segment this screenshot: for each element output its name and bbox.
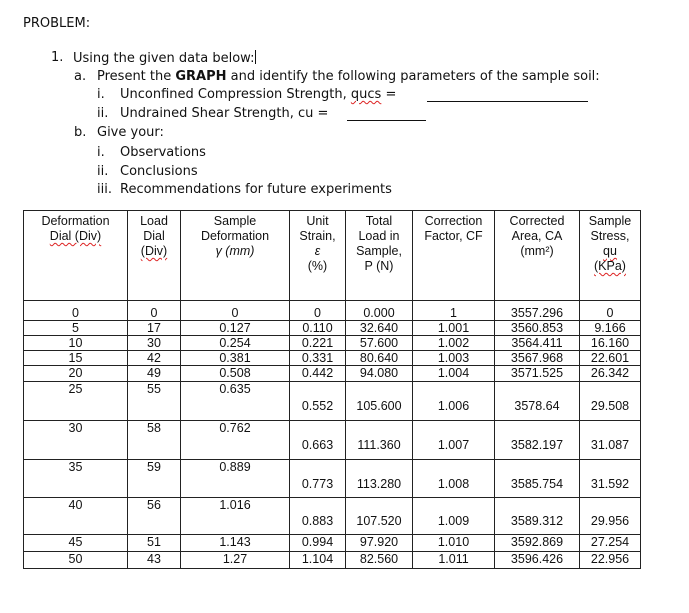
cell-sample-deformation: 1.27: [181, 552, 290, 569]
cell-unit-strain: 0.110: [290, 321, 346, 336]
cell-correction-factor: 1.011: [413, 552, 495, 569]
table-row: [24, 366, 641, 382]
cell-load-dial: 30: [128, 336, 181, 351]
item-bii-text: Conclusions: [120, 164, 198, 179]
item-1-text: [73, 50, 256, 67]
cell-deformation-dial: 5: [24, 321, 128, 336]
cell-unit-strain: 0.221: [290, 336, 346, 351]
cell-sample-stress: 29.508: [580, 382, 641, 421]
table-row: [24, 336, 641, 351]
table-row: [24, 382, 641, 421]
cell-corrected-area: 3557.296: [495, 301, 580, 321]
header-deformation-dial: Deformation Dial (Div): [24, 211, 128, 301]
answer-line-cu[interactable]: [347, 120, 426, 121]
cell-sample-deformation: 0.635: [181, 382, 290, 421]
cell-unit-strain: 0.883: [290, 498, 346, 535]
item-biii-text: Recommendations for future experiments: [120, 182, 392, 197]
item-a-bold: GRAPH: [175, 69, 227, 84]
cell-corrected-area: 3585.754: [495, 460, 580, 498]
cell-load-dial: 49: [128, 366, 181, 382]
item-ai-post: =: [381, 87, 397, 102]
cell-correction-factor: 1.002: [413, 336, 495, 351]
cell-unit-strain: 0: [290, 301, 346, 321]
cell-correction-factor: 1.008: [413, 460, 495, 498]
header-load-dial: Load Dial (Div): [128, 211, 181, 301]
cell-deformation-dial: 15: [24, 351, 128, 366]
table-row: [24, 535, 641, 552]
item-b-text: Give your:: [97, 125, 164, 140]
item-ai-label: i.: [97, 87, 105, 102]
table-row: [24, 552, 641, 569]
item-aii-label: ii.: [97, 106, 109, 121]
cell-corrected-area: 3589.312: [495, 498, 580, 535]
cell-sample-stress: 27.254: [580, 535, 641, 552]
cell-sample-stress: 29.956: [580, 498, 641, 535]
header-sample-deformation: Sample Deformation γ (mm): [181, 211, 290, 301]
item-a-text: [97, 69, 600, 85]
cell-load-dial: 17: [128, 321, 181, 336]
item-ai-pre: Unconfined Compression Strength,: [120, 87, 351, 102]
cell-unit-strain: 0.331: [290, 351, 346, 366]
cell-correction-factor: 1.007: [413, 421, 495, 460]
header-corrected-area: Corrected Area, CA (mm²): [495, 211, 580, 301]
cell-unit-strain: 0.442: [290, 366, 346, 382]
cell-load-dial: 0: [128, 301, 181, 321]
cell-deformation-dial: 30: [24, 421, 128, 460]
cell-total-load: 57.600: [346, 336, 413, 351]
cell-sample-deformation: 0.762: [181, 421, 290, 460]
cell-sample-stress: 0: [580, 301, 641, 321]
cell-load-dial: 59: [128, 460, 181, 498]
item-b-label: b.: [74, 125, 87, 140]
cell-sample-deformation: 0.254: [181, 336, 290, 351]
item-1-number: 1.: [51, 50, 64, 65]
cell-load-dial: 55: [128, 382, 181, 421]
cell-unit-strain: 1.104: [290, 552, 346, 569]
cell-deformation-dial: 0: [24, 301, 128, 321]
cell-load-dial: 43: [128, 552, 181, 569]
cell-sample-deformation: 0.127: [181, 321, 290, 336]
item-1-label: Using the given data below:: [73, 51, 255, 66]
cell-sample-deformation: 0.889: [181, 460, 290, 498]
data-table: [23, 210, 641, 569]
item-bi-text: Observations: [120, 145, 206, 160]
cell-corrected-area: 3571.525: [495, 366, 580, 382]
cell-total-load: 82.560: [346, 552, 413, 569]
cell-total-load: 94.080: [346, 366, 413, 382]
cell-corrected-area: 3592.869: [495, 535, 580, 552]
cell-unit-strain: 0.994: [290, 535, 346, 552]
table-row: [24, 351, 641, 366]
cell-correction-factor: 1: [413, 301, 495, 321]
cell-sample-deformation: 0: [181, 301, 290, 321]
item-biii-label: iii.: [97, 182, 112, 197]
cell-corrected-area: 3560.853: [495, 321, 580, 336]
cell-corrected-area: 3567.968: [495, 351, 580, 366]
cell-deformation-dial: 20: [24, 366, 128, 382]
table-header-row: [24, 211, 641, 301]
item-a-label: a.: [74, 69, 87, 84]
cell-corrected-area: 3582.197: [495, 421, 580, 460]
item-bii-label: ii.: [97, 164, 109, 179]
cell-unit-strain: 0.773: [290, 460, 346, 498]
header-unit-strain: Unit Strain, ε (%): [290, 211, 346, 301]
cell-deformation-dial: 10: [24, 336, 128, 351]
cell-deformation-dial: 45: [24, 535, 128, 552]
cell-sample-stress: 16.160: [580, 336, 641, 351]
cell-total-load: 105.600: [346, 382, 413, 421]
cell-deformation-dial: 40: [24, 498, 128, 535]
cell-sample-stress: 31.592: [580, 460, 641, 498]
cell-sample-deformation: 1.143: [181, 535, 290, 552]
cell-sample-stress: 9.166: [580, 321, 641, 336]
item-a-pre: Present the: [97, 69, 176, 84]
cell-corrected-area: 3578.64: [495, 382, 580, 421]
table-row: [24, 321, 641, 336]
cell-total-load: 32.640: [346, 321, 413, 336]
table-row: [24, 301, 641, 321]
cell-load-dial: 51: [128, 535, 181, 552]
item-bi-label: i.: [97, 145, 105, 160]
cell-sample-deformation: 0.508: [181, 366, 290, 382]
cell-sample-stress: 31.087: [580, 421, 641, 460]
cell-corrected-area: 3596.426: [495, 552, 580, 569]
cell-sample-deformation: 0.381: [181, 351, 290, 366]
header-total-load: Total Load in Sample, P (N): [346, 211, 413, 301]
cell-correction-factor: 1.006: [413, 382, 495, 421]
cell-total-load: 113.280: [346, 460, 413, 498]
cell-deformation-dial: 50: [24, 552, 128, 569]
cell-sample-stress: 22.601: [580, 351, 641, 366]
header-sample-stress: Sample Stress, qu (KPa): [580, 211, 641, 301]
cell-load-dial: 58: [128, 421, 181, 460]
cell-deformation-dial: 35: [24, 460, 128, 498]
cell-load-dial: 56: [128, 498, 181, 535]
cell-total-load: 111.360: [346, 421, 413, 460]
cell-unit-strain: 0.552: [290, 382, 346, 421]
answer-line-qucs[interactable]: [427, 101, 588, 102]
cell-load-dial: 42: [128, 351, 181, 366]
header-correction-factor: Correction Factor, CF: [413, 211, 495, 301]
cell-correction-factor: 1.010: [413, 535, 495, 552]
item-aii-text: Undrained Shear Strength, cu =: [120, 106, 329, 121]
cell-total-load: 97.920: [346, 535, 413, 552]
cell-deformation-dial: 25: [24, 382, 128, 421]
item-a-post: and identify the following parameters of the sample soil:: [226, 69, 600, 84]
cell-sample-stress: 22.956: [580, 552, 641, 569]
cell-correction-factor: 1.009: [413, 498, 495, 535]
problem-heading: PROBLEM:: [23, 16, 91, 31]
table-row: [24, 460, 641, 498]
text-cursor: [255, 50, 256, 64]
cell-sample-stress: 26.342: [580, 366, 641, 382]
cell-unit-strain: 0.663: [290, 421, 346, 460]
cell-total-load: 107.520: [346, 498, 413, 535]
table-row: [24, 498, 641, 535]
cell-sample-deformation: 1.016: [181, 498, 290, 535]
cell-correction-factor: 1.001: [413, 321, 495, 336]
table-row: [24, 421, 641, 460]
cell-correction-factor: 1.004: [413, 366, 495, 382]
cell-corrected-area: 3564.411: [495, 336, 580, 351]
cell-total-load: 0.000: [346, 301, 413, 321]
item-ai-text: [120, 87, 396, 103]
cell-correction-factor: 1.003: [413, 351, 495, 366]
item-ai-term: qucs: [350, 87, 382, 102]
cell-total-load: 80.640: [346, 351, 413, 366]
